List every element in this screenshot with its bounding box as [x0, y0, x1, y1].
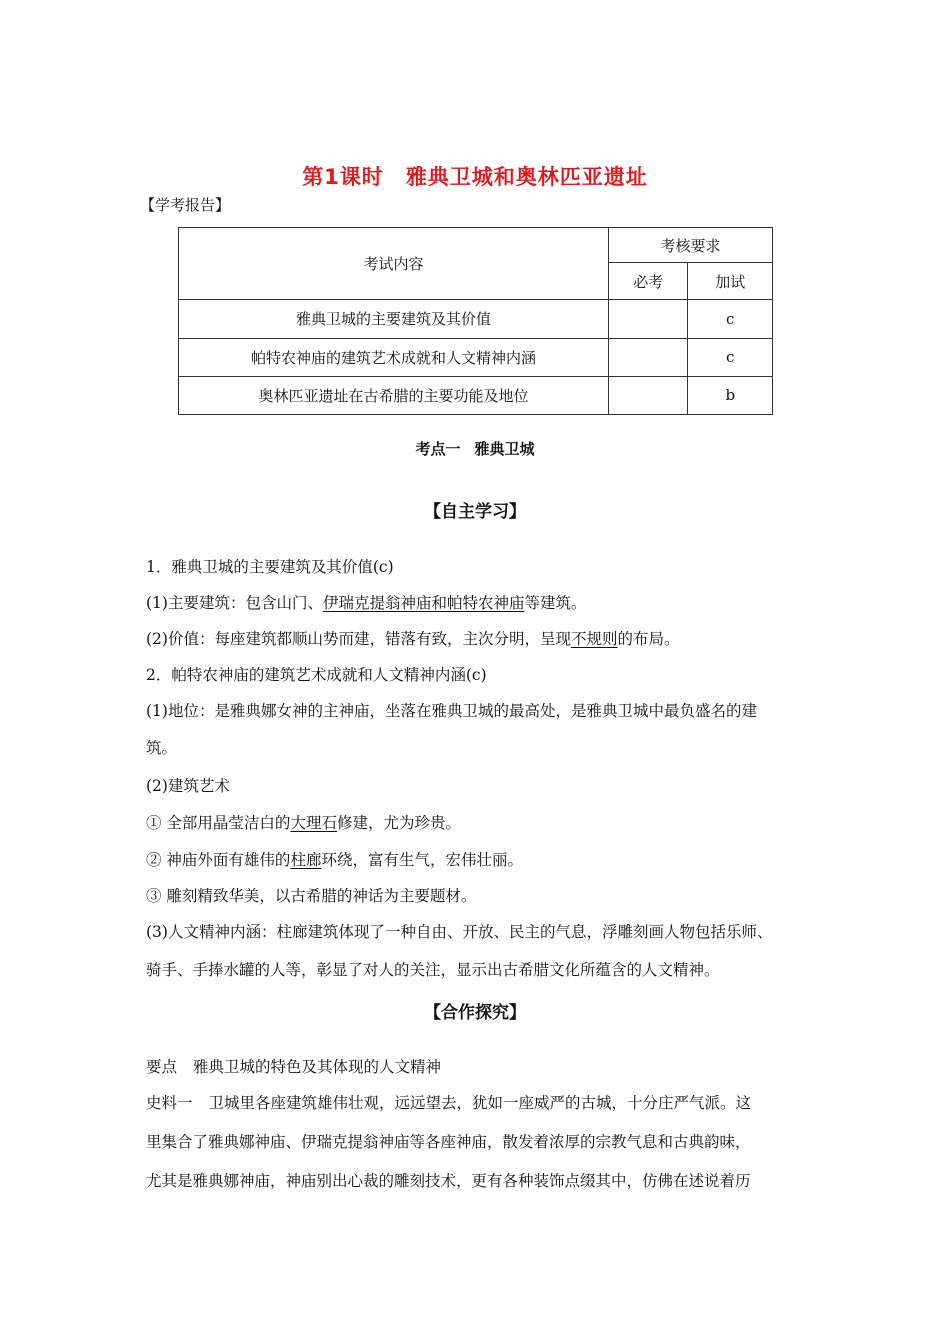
row-content: 雅典卫城的主要建筑及其价值 [179, 300, 609, 338]
paragraph: 筑。 [146, 739, 178, 757]
exam-requirements-table [178, 227, 773, 415]
source-text: 史料一 卫城里各座建筑雄伟壮观，远远望去，犹如一座威严的古城，十分庄严气派。这 [146, 1094, 752, 1112]
table-row [179, 338, 773, 376]
paragraph: 1．雅典卫城的主要建筑及其价值(c) [146, 558, 394, 576]
row-required [608, 376, 688, 414]
header-content: 考试内容 [179, 228, 609, 300]
paragraph: 2．帕特农神庙的建筑艺术成就和人文精神内涵(c) [146, 666, 487, 684]
source-text: 尤其是雅典娜神庙，神庙别出心裁的雕刻技术，更有各种装饰点缀其中，仿佛在述说着历 [146, 1172, 751, 1190]
paragraph: ② 神庙外面有雄伟的柱廊环绕，富有生气，宏伟壮丽。 [146, 851, 523, 869]
paragraph: (2)建筑艺术 [146, 777, 230, 795]
table-row [179, 300, 773, 338]
section-name: 雅典卫城 [474, 440, 535, 458]
section-heading [0, 438, 950, 459]
row-required [608, 300, 688, 338]
table-row [179, 376, 773, 414]
lesson-number: 第1课时 [302, 165, 384, 189]
underlined-answer: 不规则 [570, 630, 618, 648]
underlined-answer: 柱廊 [290, 851, 322, 869]
lesson-title [0, 161, 950, 191]
row-extra: c [688, 300, 773, 338]
lesson-name: 雅典卫城和奥林匹亚遗址 [405, 165, 648, 189]
header-extra: 加试 [688, 263, 773, 300]
paragraph: (2)价值：每座建筑都顺山势而建，错落有致，主次分明，呈现不规则的布局。 [146, 630, 680, 648]
row-required [608, 338, 688, 376]
paragraph: (1)地位：是雅典娜女神的主神庙，坐落在雅典卫城的最高处，是雅典卫城中最负盛名的建 [146, 702, 757, 720]
paragraph: (3)人文精神内涵：柱廊建筑体现了一种自由、开放、民主的气息，浮雕刻画人物包括乐师、 [146, 923, 773, 941]
self-study-heading: 【自主学习】 [424, 502, 526, 522]
key-point: 要点 雅典卫城的特色及其体现的人文精神 [146, 1058, 442, 1076]
row-content: 帕特农神庙的建筑艺术成就和人文精神内涵 [179, 338, 609, 376]
underlined-answer: 大理石 [290, 814, 337, 832]
row-extra: c [688, 338, 773, 376]
paragraph: (1)主要建筑：包含山门、伊瑞克提翁神庙和帕特农神庙等建筑。 [146, 594, 587, 612]
header-required: 必考 [608, 263, 688, 300]
paragraph: ③ 雕刻精致华美，以古希腊的神话为主要题材。 [146, 887, 477, 905]
section-label: 考点一 [415, 440, 461, 458]
header-requirements: 考核要求 [608, 228, 772, 263]
row-content: 奥林匹亚遗址在古希腊的主要功能及地位 [179, 376, 609, 414]
paragraph: 骑手、手捧水罐的人等，彰显了对人的关注，显示出古希腊文化所蕴含的人文精神。 [146, 961, 720, 979]
underlined-answer: 伊瑞克提翁神庙和帕特农神庙 [322, 594, 525, 612]
row-extra: b [688, 376, 773, 414]
cooperation-heading: 【合作探究】 [424, 1003, 526, 1023]
source-text: 里集合了雅典娜神庙、伊瑞克提翁神庙等各座神庙，散发着浓厚的宗教气息和古典韵味， [146, 1133, 751, 1151]
paragraph: ① 全部用晶莹洁白的大理石修建，尤为珍贵。 [146, 814, 461, 832]
report-label: 【学考报告】 [140, 196, 231, 214]
